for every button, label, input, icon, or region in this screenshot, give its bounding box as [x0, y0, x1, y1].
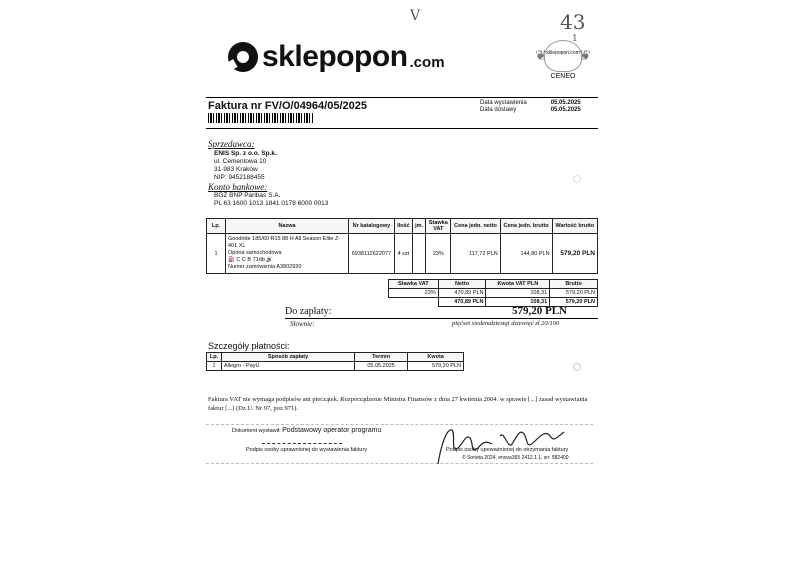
- vat-summary-table: [388, 279, 598, 307]
- item-vat: 23%: [426, 234, 451, 274]
- seller-nip: NIP: 9452188455: [214, 174, 265, 181]
- col-lp: Lp.: [207, 219, 226, 234]
- vat-table-header: [389, 280, 598, 289]
- vat-sum-rate: [389, 298, 439, 307]
- tyre-label-marks: [228, 257, 346, 264]
- ceneo-bottom-text: CENEO: [550, 73, 576, 80]
- vat-gross: 579,20 PLN: [550, 289, 598, 298]
- col-total: Wartość brutto: [552, 219, 597, 234]
- pay-col-amount: Kwota: [408, 353, 464, 362]
- barcode-icon: [208, 113, 313, 123]
- logo-mark-icon: [228, 42, 258, 72]
- tyre-label-text: C C B 71db: [236, 257, 265, 263]
- seller-name: ENIS Sp. z o.o. Sp.k.: [214, 150, 277, 157]
- bank-account: PL 63 1600 1013 1841 0178 6000 0013: [214, 200, 329, 207]
- payment-details-table: [206, 352, 464, 371]
- handwritten-page-number: 43: [560, 10, 586, 34]
- tyre-fuel-icon: ⛽: [228, 257, 235, 263]
- amount-due-divider: [285, 318, 598, 319]
- handwritten-signature: [430, 420, 580, 470]
- vat-col-gross: Brutto: [550, 280, 598, 289]
- vat-col-rate: Stawka VAT: [389, 280, 439, 289]
- bank-name: BGŻ BNP Paribas S.A.: [214, 192, 281, 199]
- header-divider-2: [206, 128, 598, 129]
- seller-street: ul. Cementowa 10: [214, 158, 267, 165]
- delivery-date-value: 05.05.2025: [550, 107, 581, 113]
- items-table: [206, 218, 598, 274]
- item-type: Opona samochodowa: [228, 250, 282, 256]
- vat-net: 470,89 PLN: [438, 289, 486, 298]
- issue-date-value: 05.05.2025: [550, 100, 581, 106]
- col-catalog: Nr katalogowy: [349, 219, 395, 234]
- vat-amount: 108,31: [486, 289, 550, 298]
- pay-lp: 1: [207, 362, 222, 371]
- pay-due: 05.05.2025: [355, 362, 408, 371]
- amount-due-value: 579,20 PLN: [512, 305, 567, 317]
- col-net: Cena jedn. netto: [451, 219, 500, 234]
- tyre-noise-icon: 🔊: [266, 257, 274, 263]
- vat-col-net: Netto: [438, 280, 486, 289]
- amount-words: pięćset siedemdziesiąt dziewięć zł 20/100: [452, 320, 560, 327]
- issue-date-label: Data wystawienia: [480, 100, 527, 106]
- amount-words-label: Słownie:: [290, 320, 315, 328]
- pay-col-lp: Lp.: [207, 353, 222, 362]
- invoice-title: Faktura nr FV/O/04964/05/2025: [208, 100, 367, 112]
- items-table-header: [207, 219, 598, 234]
- table-row: [207, 362, 464, 371]
- col-vat: Stawka VAT: [426, 219, 451, 234]
- bank-label: Konto bankowe:: [208, 182, 268, 192]
- order-number: Numer zamówienia A3802920: [228, 264, 302, 270]
- handwritten-v-mark: V: [410, 8, 421, 24]
- issuer-value: Podstawowy operator programu: [282, 427, 382, 434]
- payment-table-header: [207, 353, 464, 362]
- col-qty: Ilość: [394, 219, 412, 234]
- pay-col-due: Termin: [355, 353, 408, 362]
- table-row: [207, 234, 598, 274]
- pay-col-method: Sposób zapłaty: [222, 353, 355, 362]
- header-divider: [206, 97, 598, 98]
- vat-rate: 23%: [389, 289, 439, 298]
- item-lp: 1: [207, 234, 226, 274]
- item-name: Goodride 185/60 R15 88 H All Season Elite Z-401 XL: [228, 236, 341, 249]
- item-net: 117,72 PLN: [451, 234, 500, 274]
- vat-col-amount: Kwota VAT PLN: [486, 280, 550, 289]
- amount-due-label: Do zapłaty:: [285, 306, 332, 317]
- punch-hole: [573, 175, 581, 183]
- ceneo-badge: [530, 38, 596, 80]
- invoice-dates: [480, 100, 585, 114]
- logo-name: sklepopon: [262, 40, 408, 73]
- punch-hole: [573, 363, 581, 371]
- logo-domain: .com: [409, 53, 445, 71]
- table-row: [389, 289, 598, 298]
- issuer-line: [232, 427, 381, 434]
- pay-amount: 579,20 PLN: [408, 362, 464, 371]
- item-total: 579,20 PLN: [552, 234, 597, 274]
- software-footer: © Soneta 2024, enova365 2412.1.1, sn: 582400: [462, 455, 569, 461]
- col-unit: jm.: [412, 219, 425, 234]
- col-gross: Cena jedn. brutto: [500, 219, 552, 234]
- seller-block: [214, 150, 277, 182]
- vat-sum-amount: 108,31: [486, 298, 550, 307]
- handwritten-page-sub: 1: [572, 34, 578, 44]
- item-gross: 144,80 PLN: [500, 234, 552, 274]
- bank-block: [214, 192, 328, 208]
- laurel-badge-icon: [544, 40, 582, 72]
- seller-label: Sprzedawca:: [208, 139, 255, 149]
- item-catalog: 6938112622077: [349, 234, 395, 274]
- left-signature-caption: Podpis osoby uprawnionej do wystawienia faktury: [246, 447, 368, 453]
- seller-city: 31-983 Kraków: [214, 166, 258, 173]
- right-signature-caption: Podpis osoby upoważnionej do otrzymania faktury: [446, 447, 569, 453]
- pay-method: Allegro - PayU: [222, 362, 355, 371]
- issuer-dash-line: [262, 443, 342, 444]
- payment-details-label: Szczegóły płatności:: [208, 341, 290, 351]
- company-logo: [228, 40, 445, 74]
- vat-sum-gross: 579,20 PLN: [550, 298, 598, 307]
- legal-note-text: Faktura VAT nie wymaga podpisów ani pieczątek. Rozporządzenie Ministra Finansów z dnia 27 kwietnia 2004. w sprawie [...] zasad wystawiania faktur [...] (Dz.U. Nr 97, poz.971).: [208, 396, 588, 412]
- item-name-cell: [226, 234, 349, 274]
- vat-sum-net: 470,89 PLN: [438, 298, 486, 307]
- delivery-date-label: Data dostawy: [480, 107, 517, 113]
- ceneo-top-text: ❦ sklepopon.com: [546, 50, 580, 56]
- item-unit: [412, 234, 425, 274]
- col-name: Nazwa: [226, 219, 349, 234]
- issuer-label: Dokument wystawił:: [232, 428, 281, 434]
- item-qty: 4 szt: [394, 234, 412, 274]
